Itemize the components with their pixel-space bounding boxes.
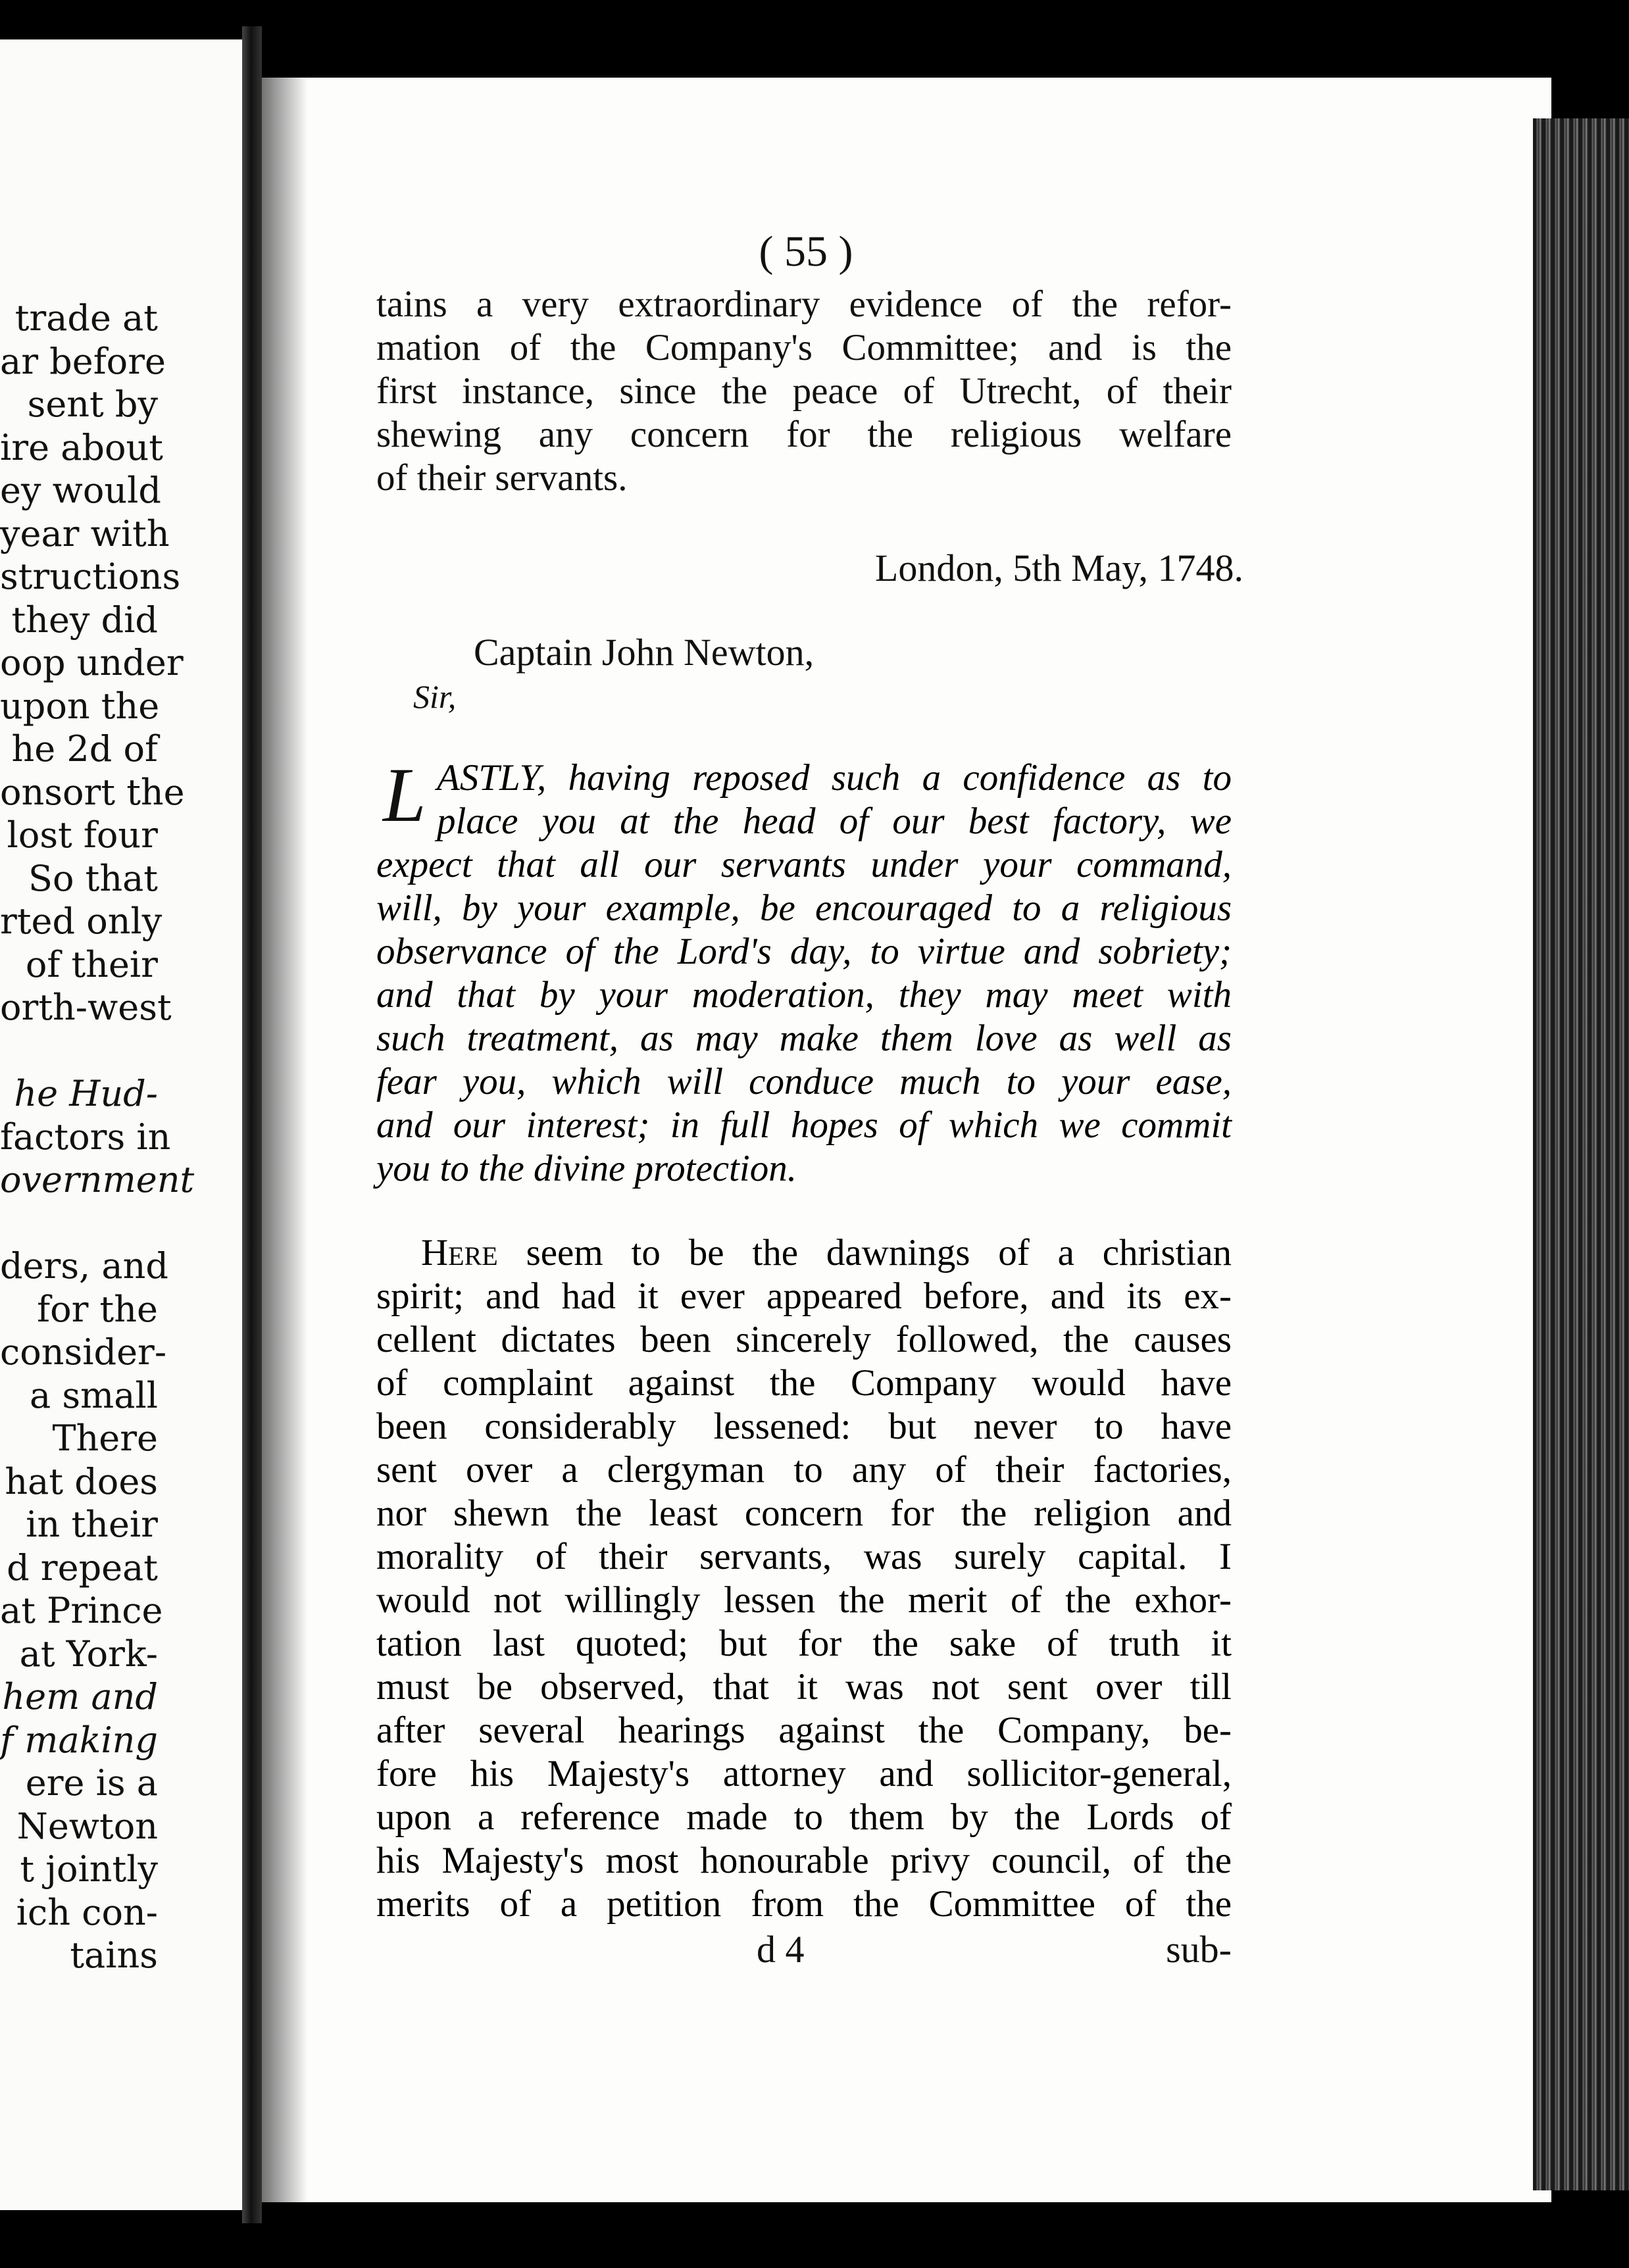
page-number: ( 55 ) [759,228,853,276]
commentary-line: his Majesty's most honourable privy council, of the [376,1840,1232,1881]
left-page-line: ar before [0,340,166,382]
left-page-line: at Prince [0,1590,163,1631]
signature-mark: d 4 [757,1928,805,1971]
left-page-line: ey would [0,470,161,511]
text-line: mation of the Company's Committee; and is the [376,327,1232,368]
letter-body [376,752,1232,1191]
commentary-line: must be observed, that it was not sent over till [376,1666,1232,1708]
left-page-line: There [52,1418,158,1459]
letter-line: will, by your example, be encouraged to a religious [376,887,1232,929]
left-page-line: oop under [0,642,184,683]
left-page-line: a small [29,1374,158,1416]
left-page-line: they did [11,599,158,641]
letter-line: ASTLY, having reposed such a confidence as to [437,757,1232,799]
commentary-line: merits of a petition from the Committee of the [376,1883,1232,1925]
commentary-line: spirit; and had it ever appeared before, and its ex- [376,1275,1232,1317]
left-page-line: structions [0,556,181,597]
left-page-line: tains [70,1935,158,1976]
text-line: tains a very extraordinary evidence of the refor- [376,284,1232,325]
letter-dateline: London, 5th May, 1748. [874,547,1243,589]
left-page-line: t jointly [20,1848,158,1890]
letter-line: and our interest; in full hopes of which we commit [376,1104,1232,1146]
left-page-line: hat does [5,1460,158,1502]
commentary-line: tation last quoted; but for the sake of truth it [376,1623,1232,1664]
left-page-line: for the [37,1288,158,1330]
left-page-line: onsort the [0,771,185,813]
left-page-line: of their [25,943,158,985]
letter-line: and that by your moderation, they may meet with [376,974,1232,1016]
letter-addressee: Captain John Newton, [474,631,814,674]
left-page-line: year with [0,512,170,555]
letter-line: place you at the head of our best factory, we [437,801,1232,842]
drop-cap: L [383,752,426,838]
text-line: shewing any concern for the religious welfare [376,414,1232,455]
left-page-line: ere is a [25,1762,158,1804]
left-page-line: ire about [0,426,163,468]
left-page-line: factors in [0,1116,171,1158]
commentary-line: nor shewn the least concern for the religion and [376,1492,1232,1534]
letter-line: observance of the Lord's day, to virtue and sobriety; [376,931,1232,972]
letter-line: expect that all our servants under your command, [376,844,1232,885]
left-page-line: trade at [14,297,158,339]
first-line-text: seem to be the dawnings of a christian [526,1232,1232,1273]
letter-salutation: Sir, [413,678,457,715]
commentary-line: fore his Majesty's attorney and sollicitor-general, [376,1753,1232,1794]
left-page-line: he Hud- [14,1073,158,1114]
commentary-line: cellent dictates been sincerely followed, the causes [376,1319,1232,1360]
commentary-paragraph [376,1231,1232,1926]
left-page-line: upon the [0,685,160,727]
left-page-line: consider- [0,1331,167,1373]
left-page-line: at York- [19,1633,158,1675]
text-line: first instance, since the peace of Utrecht, of their [376,370,1232,412]
left-page-line: rted only [0,900,163,942]
left-page-line: overnment [0,1159,195,1200]
left-page-line: in their [26,1504,158,1545]
book-gutter [242,26,262,2223]
commentary-line: upon a reference made to them by the Lords of [376,1796,1232,1838]
left-page-line: orth-west [0,987,172,1028]
catchword: sub- [1166,1928,1232,1971]
commentary-line: would not willingly lessen the merit of the exhor- [376,1579,1232,1621]
commentary-line: after several hearings against the Company, be- [376,1710,1232,1751]
left-page-line: ders, and [0,1245,168,1287]
commentary-line: sent over a clergyman to any of their factories, [376,1449,1232,1491]
commentary-first-line [376,1231,1232,1275]
left-page-line: So that [28,857,158,899]
commentary-line: of complaint against the Company would have [376,1362,1232,1404]
left-page-line: hem and [2,1676,158,1717]
letter-line: fear you, which will conduce much to your ease, [376,1061,1232,1102]
commentary-line: morality of their servants, was surely capital. I [376,1536,1232,1577]
left-page-line: sent by [27,383,158,425]
left-page-line: lost four [7,814,158,856]
page-fore-edge [1533,118,1629,2190]
opening-paragraph [376,224,1232,500]
commentary-line: been considerably lessened: but never to have [376,1406,1232,1447]
text-line: of their servants. [376,457,628,499]
left-page-line: f making [0,1719,158,1761]
left-page-line: Newton [16,1805,158,1847]
lead-word: Here [421,1232,498,1273]
left-page-line: d repeat [7,1546,158,1589]
letter-line: such treatment, as may make them love as well as [376,1018,1232,1059]
left-page-line: he 2d of [11,728,158,770]
left-page-line: ich con- [16,1891,158,1933]
letter-line: you to the divine protection. [376,1148,797,1189]
